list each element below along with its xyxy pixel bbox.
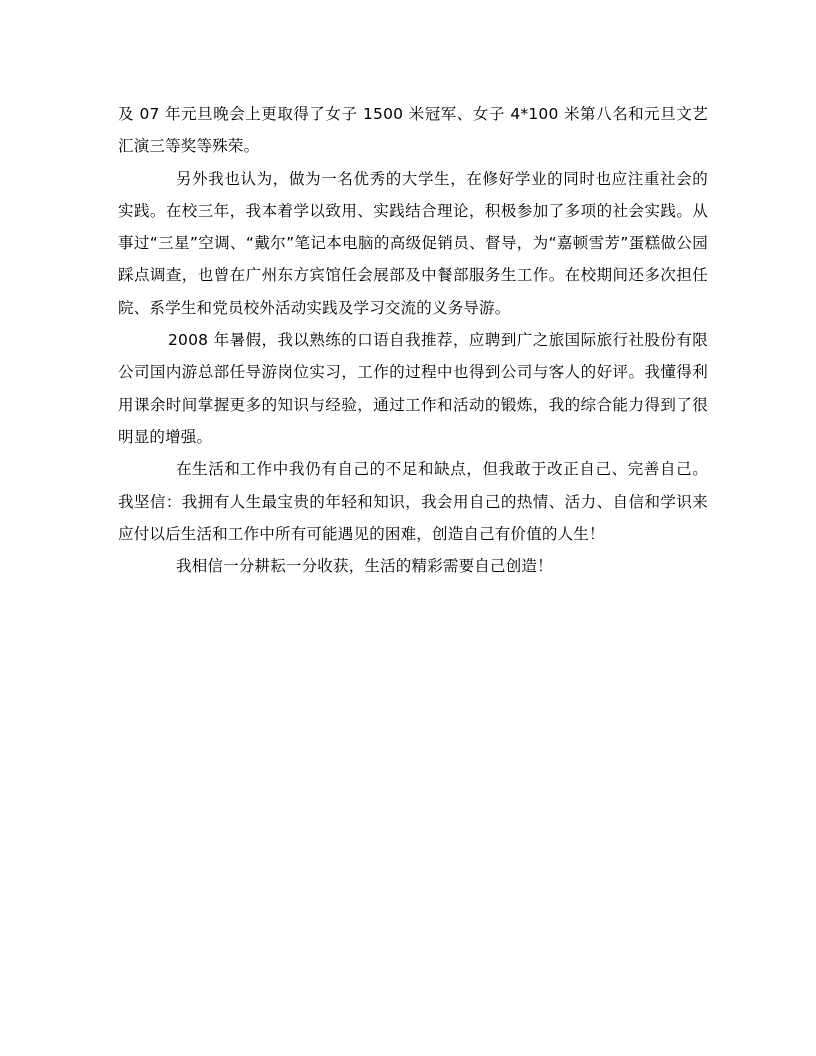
paragraph-self-improvement: 在生活和工作中我仍有自己的不足和缺点，但我敢于改正自己、完善自己。我坚信：我拥有人生最宝贵的年轻和知识，我会用自己的热情、活力、自信和学识来应付以后生活和工作中所有可能遇见的困难，创造自己有价值的人生！ [118,460,708,543]
paragraph-internship: 2008 年暑假，我以熟练的口语自我推荐，应聘到广之旅国际旅行社股份有限公司国内游总部任导游岗位实习，工作的过程中也得到公司与客人的好评。我懂得利用课余时间掌握更多的知识与经验，通过工作和活动的锻炼，我的综合能力得到了很明显的增强。 [118,331,708,446]
paragraph-closing: 我相信一分耕耘一分收获，生活的精彩需要自己创造！ [176,557,553,576]
paragraph-awards: 及 07 年元旦晚会上更取得了女子 1500 米冠军、女子 4*100 米第八名和元旦文艺汇演三等奖等殊荣。 [118,105,708,156]
body-text [118,98,708,582]
paragraph-social-practice: 另外我也认为，做为一名优秀的大学生，在修好学业的同时也应注重社会的实践。在校三年，我本着学以致用、实践结合理论，积极参加了多项的社会实践。从事过“三星”空调、“戴尔”笔记本电脑的高级促销员、督导，为“嘉顿雪芳”蛋糕做公园踩点调查，也曾在广州东方宾馆任会展部及中餐部服务生工作。在校期间还多次担任院、系学生和党员校外活动实践及学习交流的义务导游。 [118,169,708,317]
